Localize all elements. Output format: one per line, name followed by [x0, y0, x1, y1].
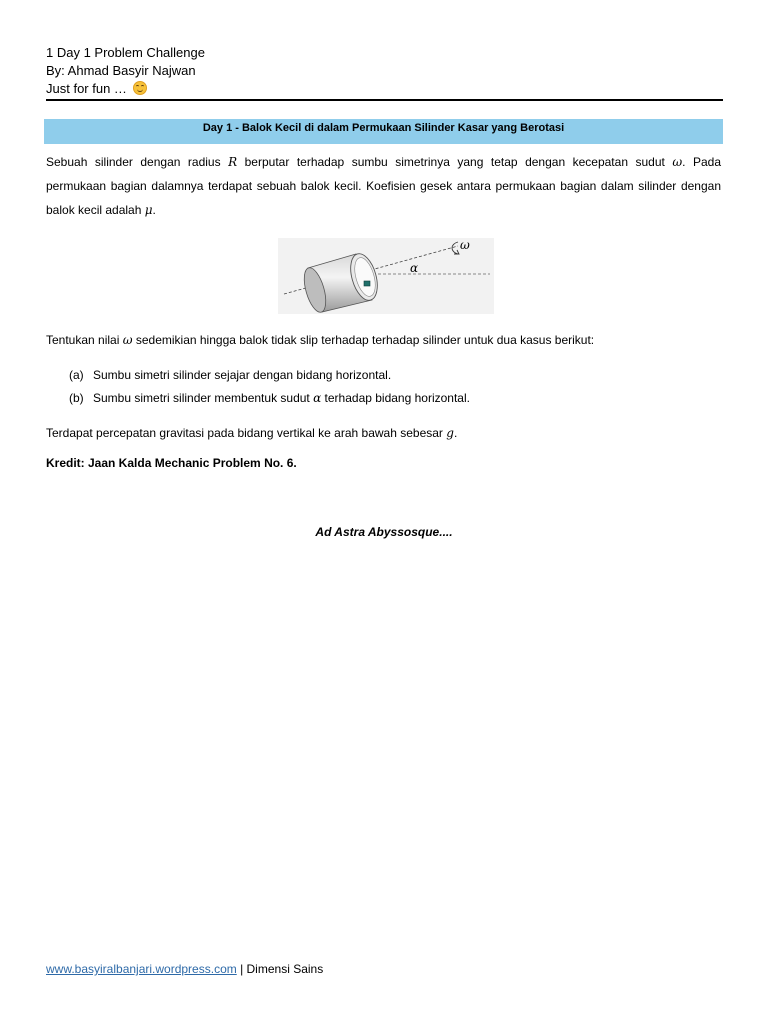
header-line-fun: [46, 80, 723, 98]
footer: [46, 962, 323, 976]
question-paragraph: Tentukan nilai ω sedemikian hingga balok tidak slip terhadap terhadap silinder untuk dua kasus berikut:: [46, 333, 595, 347]
motto: Ad Astra Abyssosque....: [315, 525, 453, 539]
footer-site-name: | Dimensi Sains: [236, 962, 324, 976]
header-line-author: By: Ahmad Basyir Najwan: [46, 63, 196, 78]
header-fun-text: Just for fun …: [46, 81, 127, 96]
credit-line: Kredit: Jaan Kalda Mechanic Problem No. 6.: [46, 456, 297, 470]
header-divider: [46, 99, 723, 101]
gravity-paragraph: Terdapat percepatan gravitasi pada bidang vertikal ke arah bawah sebesar g.: [46, 426, 458, 440]
rotating-cylinder-figure: [278, 238, 494, 314]
document-header: [46, 44, 723, 98]
problem-title: Day 1 - Balok Kecil di dalam Permukaan Silinder Kasar yang Berotasi: [44, 119, 723, 144]
symbol-R: R: [228, 155, 238, 169]
blog-link[interactable]: www.basyiralbanjari.wordpress.com: [46, 962, 237, 976]
figure-omega-label: ω: [460, 238, 470, 252]
list-item: (b) Sumbu simetri silinder membentuk sudut α terhadap bidang horizontal.: [69, 391, 470, 405]
case-list: [69, 364, 470, 410]
small-block: [364, 281, 370, 286]
figure-alpha-label: α: [410, 261, 419, 275]
symbol-omega: ω: [672, 155, 683, 169]
symbol-mu: μ: [144, 203, 153, 217]
list-item: (a) Sumbu simetri silinder sejajar dengan bidang horizontal.: [69, 368, 392, 382]
intro-paragraph: Sebuah silinder dengan radius R berputar terhadap sumbu simetrinya yang tetap dengan kecepatan sudut ω. Pada permukaan bagian dalamnya terdapat sebuah balok kecil. Koefisien gesek antara permukaan bagian dalam silinder dengan balok kecil adalah μ.: [46, 155, 721, 217]
header-line-challenge: 1 Day 1 Problem Challenge: [46, 45, 205, 60]
smiley-emoji-icon: [133, 81, 147, 95]
